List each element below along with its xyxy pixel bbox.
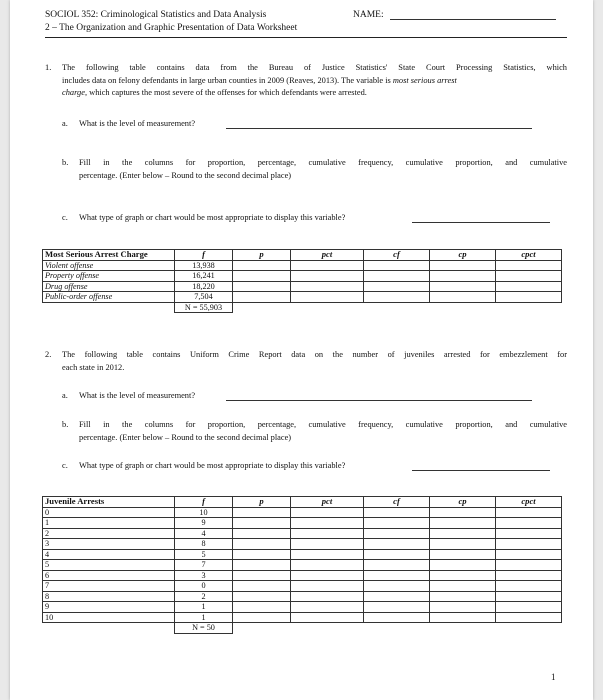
answer-cell[interactable]	[233, 539, 291, 550]
category-cell: 4	[43, 549, 175, 560]
q2c-answer-field[interactable]	[412, 461, 550, 471]
answer-cell[interactable]	[364, 612, 430, 623]
answer-cell[interactable]	[364, 528, 430, 539]
answer-cell[interactable]	[364, 518, 430, 529]
q1-intro-line-1: The following table contains data from the Bureau of Justice Statistics' State Court Processing Statistics, which	[62, 63, 567, 72]
answer-cell[interactable]	[364, 570, 430, 581]
category-cell: 0	[43, 507, 175, 518]
answer-cell[interactable]	[291, 591, 364, 602]
answer-cell[interactable]	[291, 260, 364, 271]
answer-cell[interactable]	[430, 539, 496, 550]
column-header: f	[175, 497, 233, 508]
answer-cell[interactable]	[496, 271, 562, 282]
name-label: NAME:	[353, 10, 384, 20]
answer-cell[interactable]	[364, 539, 430, 550]
answer-cell[interactable]	[430, 581, 496, 592]
answer-cell[interactable]	[233, 507, 291, 518]
frequency-cell: 18,220	[175, 281, 233, 292]
frequency-cell: 7	[175, 560, 233, 571]
spacer-cell	[496, 623, 562, 634]
q1-frequency-table	[42, 249, 562, 313]
column-header: cf	[364, 250, 430, 261]
answer-cell[interactable]	[291, 518, 364, 529]
answer-cell[interactable]	[233, 271, 291, 282]
q1c-answer-field[interactable]	[412, 213, 550, 223]
total-row	[43, 302, 562, 313]
category-cell: 6	[43, 570, 175, 581]
answer-cell[interactable]	[233, 292, 291, 303]
q2c-label: c.	[62, 461, 68, 470]
answer-cell[interactable]	[496, 591, 562, 602]
answer-cell[interactable]	[430, 549, 496, 560]
table-row	[43, 518, 562, 529]
column-header: Most Serious Arrest Charge	[43, 250, 175, 261]
table-row	[43, 292, 562, 303]
answer-cell[interactable]	[364, 507, 430, 518]
category-cell: 5	[43, 560, 175, 571]
answer-cell[interactable]	[496, 507, 562, 518]
table-row	[43, 602, 562, 613]
spacer-cell	[291, 623, 364, 634]
table-row	[43, 507, 562, 518]
answer-cell[interactable]	[291, 602, 364, 613]
answer-cell[interactable]	[364, 602, 430, 613]
column-header: pct	[291, 250, 364, 261]
answer-cell[interactable]	[291, 539, 364, 550]
q1-number: 1.	[45, 63, 52, 72]
answer-cell[interactable]	[430, 528, 496, 539]
answer-cell[interactable]	[496, 560, 562, 571]
answer-cell[interactable]	[233, 612, 291, 623]
q2-intro-line-1: The following table contains Uniform Crime Report data on the number of juveniles arrested for embezzlement for	[62, 350, 567, 359]
q2b-question-line-1: Fill in the columns for proportion, percentage, cumulative frequency, cumulative proportion, and cumulative	[79, 420, 567, 429]
spacer-cell	[430, 302, 496, 313]
column-header: cp	[430, 497, 496, 508]
category-cell: Violent offense	[43, 260, 175, 271]
q2b-label: b.	[62, 420, 69, 429]
table-row	[43, 549, 562, 560]
spacer-cell	[291, 302, 364, 313]
answer-cell[interactable]	[430, 570, 496, 581]
answer-cell[interactable]	[233, 518, 291, 529]
answer-cell[interactable]	[364, 281, 430, 292]
q2-intro-line-2: each state in 2012.	[62, 362, 125, 372]
answer-cell[interactable]	[430, 612, 496, 623]
table-row	[43, 271, 562, 282]
frequency-cell: 7,504	[175, 292, 233, 303]
answer-cell[interactable]	[291, 570, 364, 581]
answer-cell[interactable]	[430, 292, 496, 303]
answer-cell[interactable]	[364, 581, 430, 592]
answer-cell[interactable]	[430, 560, 496, 571]
frequency-cell: 5	[175, 549, 233, 560]
table-row	[43, 281, 562, 292]
answer-cell[interactable]	[291, 281, 364, 292]
column-header: Juvenile Arrests	[43, 497, 175, 508]
q1-intro-line-3: charge, which captures the most severe of the offenses for which defendants were arrested.	[62, 88, 367, 97]
q2a-question: What is the level of measurement?	[79, 391, 196, 400]
frequency-cell: 1	[175, 612, 233, 623]
worksheet-title: 2 – The Organization and Graphic Presentation of Data Worksheet	[45, 23, 298, 33]
category-cell: 3	[43, 539, 175, 550]
answer-cell[interactable]	[496, 602, 562, 613]
q1a-question: What is the level of measurement?	[79, 119, 196, 128]
answer-cell[interactable]	[496, 549, 562, 560]
answer-cell[interactable]	[291, 581, 364, 592]
answer-cell[interactable]	[496, 518, 562, 529]
answer-cell[interactable]	[233, 281, 291, 292]
frequency-cell: 8	[175, 539, 233, 550]
q1c-question: What type of graph or chart would be most appropriate to display this variable?	[79, 213, 346, 222]
table-header-row	[43, 250, 562, 261]
answer-cell[interactable]	[233, 528, 291, 539]
answer-cell[interactable]	[430, 271, 496, 282]
answer-cell[interactable]	[364, 549, 430, 560]
q2a-answer-field[interactable]	[226, 391, 532, 401]
answer-cell[interactable]	[364, 292, 430, 303]
column-header: cpct	[496, 497, 562, 508]
answer-cell[interactable]	[233, 602, 291, 613]
answer-cell[interactable]	[430, 591, 496, 602]
worksheet-page	[10, 0, 593, 700]
answer-cell[interactable]	[291, 560, 364, 571]
answer-cell[interactable]	[291, 549, 364, 560]
spacer-cell	[364, 302, 430, 313]
course-title: SOCIOL 352: Criminological Statistics and Data Analysis	[45, 10, 267, 20]
total-row	[43, 623, 562, 634]
category-cell: Drug offense	[43, 281, 175, 292]
answer-cell[interactable]	[291, 528, 364, 539]
table-row	[43, 560, 562, 571]
table-row	[43, 570, 562, 581]
frequency-cell: 1	[175, 602, 233, 613]
category-cell: Public-order offense	[43, 292, 175, 303]
answer-cell[interactable]	[496, 539, 562, 550]
answer-cell[interactable]	[364, 591, 430, 602]
total-n-cell: N = 55,903	[175, 302, 233, 313]
category-cell: 10	[43, 612, 175, 623]
frequency-cell: 3	[175, 570, 233, 581]
answer-cell[interactable]	[233, 260, 291, 271]
spacer-cell	[364, 623, 430, 634]
table-row	[43, 581, 562, 592]
table-row	[43, 528, 562, 539]
answer-cell[interactable]	[233, 549, 291, 560]
answer-cell[interactable]	[496, 528, 562, 539]
spacer-cell	[430, 623, 496, 634]
answer-cell[interactable]	[430, 518, 496, 529]
frequency-cell: 0	[175, 581, 233, 592]
q2-frequency-table	[42, 496, 562, 634]
q1a-label: a.	[62, 119, 68, 128]
spacer-cell	[233, 623, 291, 634]
column-header: p	[233, 250, 291, 261]
frequency-cell: 13,938	[175, 260, 233, 271]
column-header: cf	[364, 497, 430, 508]
answer-cell[interactable]	[496, 260, 562, 271]
category-cell: 1	[43, 518, 175, 529]
answer-cell[interactable]	[233, 570, 291, 581]
table-row	[43, 539, 562, 550]
answer-cell[interactable]	[496, 570, 562, 581]
spacer-cell	[233, 302, 291, 313]
frequency-cell: 2	[175, 591, 233, 602]
answer-cell[interactable]	[364, 560, 430, 571]
q1-intro-line-2: includes data on felony defendants in large urban counties in 2009 (Reaves, 2013). The variable is most serious arrest	[62, 75, 457, 85]
total-n-cell: N = 50	[175, 623, 233, 634]
table-row	[43, 260, 562, 271]
table-row	[43, 612, 562, 623]
header-divider	[45, 37, 567, 38]
q2a-label: a.	[62, 391, 68, 400]
table-row	[43, 591, 562, 602]
answer-cell[interactable]	[291, 292, 364, 303]
name-field[interactable]	[390, 10, 556, 20]
q1b-label: b.	[62, 158, 69, 167]
spacer-cell	[43, 623, 175, 634]
q2b-question-line-2: percentage. (Enter below – Round to the second decimal place)	[79, 432, 292, 442]
q2-number: 2.	[45, 350, 52, 359]
column-header: p	[233, 497, 291, 508]
page-number: 1	[551, 672, 556, 682]
answer-cell[interactable]	[291, 271, 364, 282]
answer-cell[interactable]	[496, 281, 562, 292]
q1c-label: c.	[62, 213, 68, 222]
frequency-cell: 9	[175, 518, 233, 529]
answer-cell[interactable]	[430, 602, 496, 613]
column-header: cpct	[496, 250, 562, 261]
answer-cell[interactable]	[430, 260, 496, 271]
answer-cell[interactable]	[430, 281, 496, 292]
answer-cell[interactable]	[233, 581, 291, 592]
answer-cell[interactable]	[496, 612, 562, 623]
answer-cell[interactable]	[496, 581, 562, 592]
frequency-cell: 10	[175, 507, 233, 518]
column-header: pct	[291, 497, 364, 508]
answer-cell[interactable]	[233, 591, 291, 602]
category-cell: 7	[43, 581, 175, 592]
answer-cell[interactable]	[364, 271, 430, 282]
column-header: f	[175, 250, 233, 261]
frequency-cell: 4	[175, 528, 233, 539]
frequency-cell: 16,241	[175, 271, 233, 282]
answer-cell[interactable]	[291, 612, 364, 623]
column-header: cp	[430, 250, 496, 261]
answer-cell[interactable]	[291, 507, 364, 518]
spacer-cell	[496, 302, 562, 313]
q1b-question-line-1: Fill in the columns for proportion, percentage, cumulative frequency, cumulative proportion, and cumulative	[79, 158, 567, 167]
spacer-cell	[43, 302, 175, 313]
q1b-question-line-2: percentage. (Enter below – Round to the second decimal place)	[79, 170, 292, 180]
table-header-row	[43, 497, 562, 508]
answer-cell[interactable]	[233, 560, 291, 571]
answer-cell[interactable]	[364, 260, 430, 271]
category-cell: Property offense	[43, 271, 175, 282]
q2c-question: What type of graph or chart would be most appropriate to display this variable?	[79, 461, 346, 470]
q1a-answer-field[interactable]	[226, 119, 532, 129]
category-cell: 2	[43, 528, 175, 539]
q1-variable-name: most serious arrest	[392, 75, 457, 85]
category-cell: 9	[43, 602, 175, 613]
answer-cell[interactable]	[496, 292, 562, 303]
category-cell: 8	[43, 591, 175, 602]
answer-cell[interactable]	[430, 507, 496, 518]
